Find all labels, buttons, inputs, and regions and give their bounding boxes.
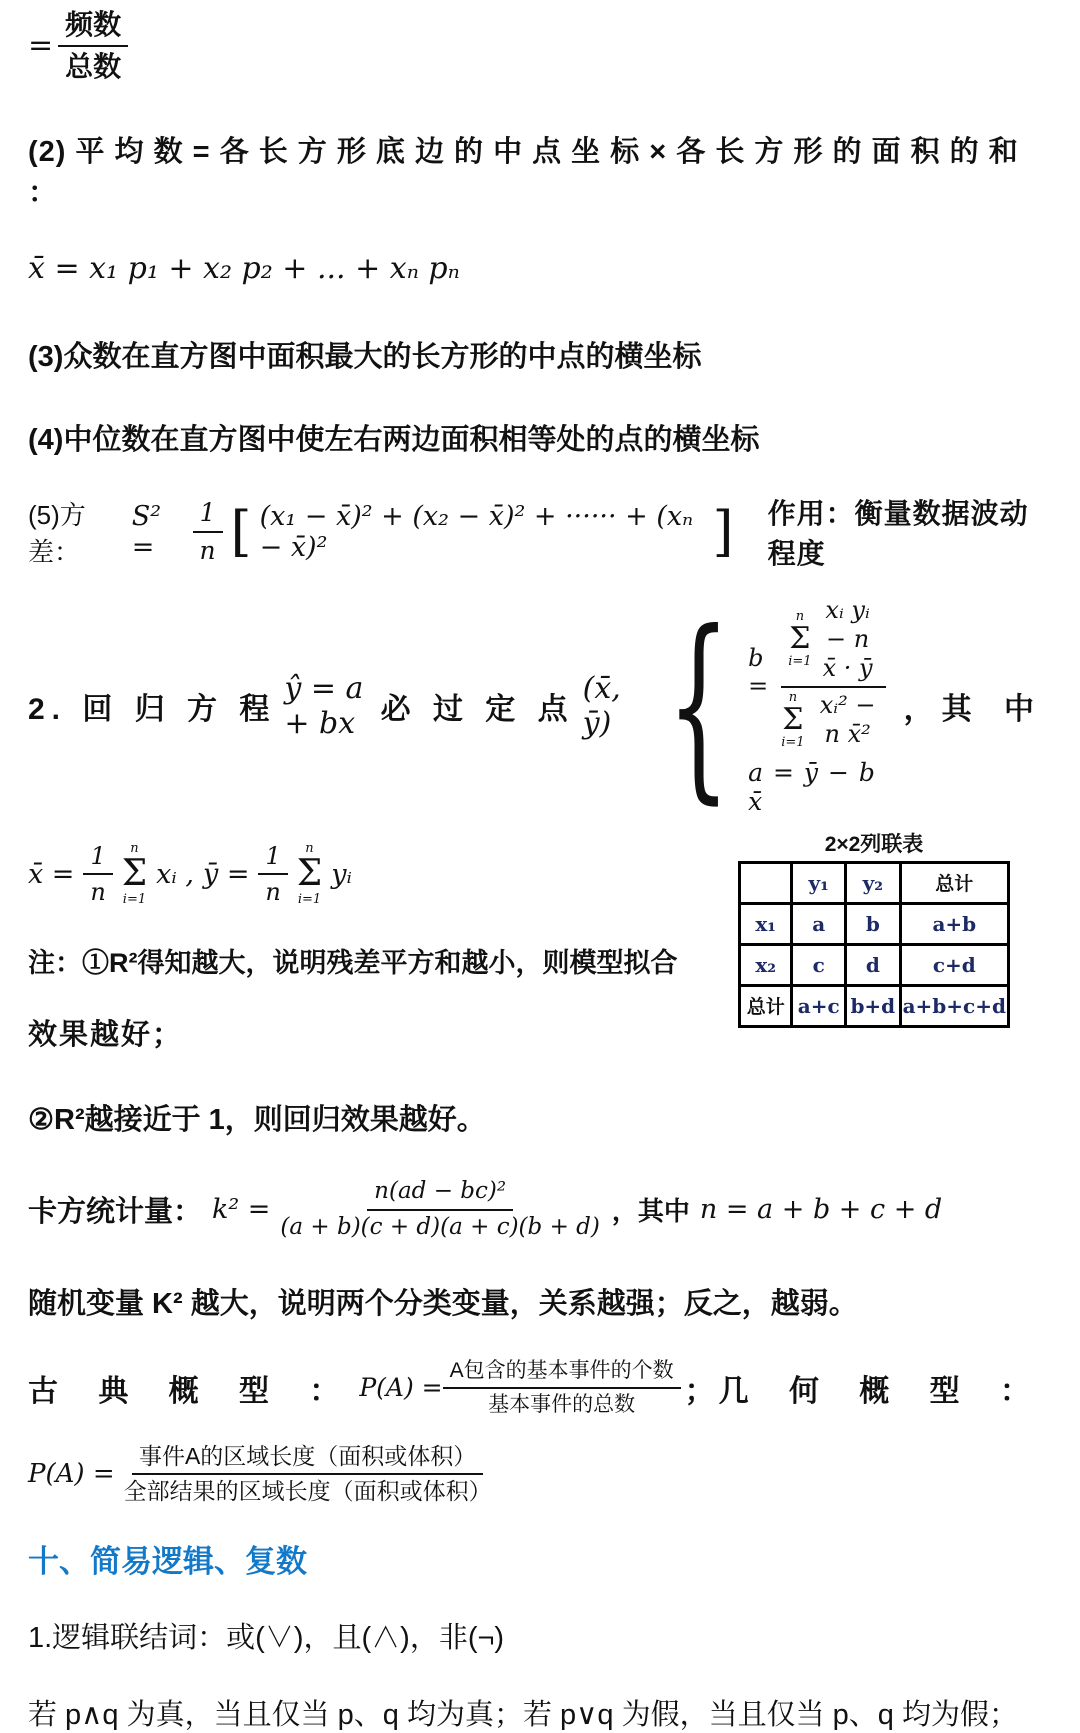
open-bracket: [	[230, 500, 252, 564]
contingency-table	[738, 861, 1010, 1028]
fraction-numerator: 事件A的区域长度（面积或体积）	[132, 1443, 483, 1476]
equals-sign: =	[28, 28, 54, 64]
table-row	[740, 944, 1009, 985]
ybar-lhs: ȳ =	[203, 858, 250, 890]
geometric-model-label: 几 何 概 型 ：	[718, 1374, 1046, 1408]
classical-fraction	[443, 1358, 681, 1416]
variance-one-over-n	[193, 498, 223, 566]
regression-fixed-point: (x̄, ȳ)	[582, 670, 621, 741]
semicolon-separator: ；	[684, 1374, 715, 1408]
regression-system	[748, 596, 885, 815]
line-median: (4)中位数在直方图中使左右两边面积相等处的点的横坐标	[28, 424, 760, 457]
pa-lhs: P(A) =	[28, 1459, 115, 1490]
sum-upper-limit: n	[130, 841, 139, 857]
xi-term: xᵢ ,	[156, 858, 194, 890]
table-cell: c	[792, 944, 846, 985]
note-r2-line2: 效果越好；	[28, 1019, 184, 1052]
table-cell: b	[846, 903, 901, 944]
variance-lhs: S² =	[131, 501, 162, 564]
fraction-denominator: n	[90, 878, 106, 907]
contingency-table-block	[738, 828, 1010, 1028]
xbar-lhs: x̄ =	[28, 858, 75, 890]
sum-lower-limit: i=1	[781, 734, 805, 750]
table-cell: 总计	[740, 985, 792, 1026]
close-bracket: ]	[712, 500, 734, 564]
a-coefficient-formula: a = ȳ − b x̄	[748, 757, 876, 816]
formula-weighted-mean: x̄ = x₁ p₁ + x₂ p₂ + ... + xₙ pₙ	[28, 251, 460, 287]
sum-lower-limit: i=1	[297, 892, 322, 908]
line-average-definition: (2) 平 均 数 = 各 长 方 形 底 边 的 中 点 坐 标 × 各 长 方 形 的 面 积 的 和 ：	[28, 136, 1019, 210]
sum-lower-limit: i=1	[122, 892, 147, 908]
b-fraction-denominator	[781, 688, 885, 749]
sum-lower-limit: i=1	[788, 654, 812, 670]
table-cell: y₁	[792, 862, 846, 903]
pa-lhs: P(A) =	[359, 1373, 443, 1403]
b-fraction-numerator	[781, 596, 885, 687]
one-over-n-fraction	[258, 842, 287, 908]
variance-body: (x₁ − x̄)² + (x₂ − x̄)² + ······ + (xₙ − x̄)²	[259, 501, 694, 564]
regression-text-mid: 必 过 定 点	[380, 692, 575, 726]
regression-text-post: 其 中	[941, 692, 1046, 726]
b-numerator-terms: xᵢ yᵢ − n x̄ · ȳ	[822, 596, 873, 682]
variance-purpose-note: 作用：衡量数据波动程度	[767, 498, 1029, 570]
fraction-numerator: 频数	[58, 8, 128, 47]
table-cell: y₂	[846, 862, 901, 903]
fraction-numerator: A包含的基本事件的个数	[443, 1358, 681, 1388]
sigma-icon: Σ	[789, 621, 811, 657]
where-text: ，其中	[611, 1196, 690, 1227]
classical-formula	[359, 1358, 680, 1416]
note-r2-line1: 注：①R²得知越大，说明残差平方和越小，则模型拟合	[28, 948, 678, 979]
sum-upper-limit: n	[305, 841, 314, 857]
n-sum-formula: n = a + b + c + d	[699, 1194, 943, 1226]
chi-square-label: 卡方统计量：	[28, 1196, 203, 1229]
system-brace: {	[666, 588, 731, 822]
fraction-denominator: 总数	[65, 50, 122, 82]
k-squared-note: 随机变量 K² 越大，说明两个分类变量，关系越强；反之，越弱。	[28, 1288, 858, 1321]
variance-label: (5)方差：	[28, 500, 86, 568]
table-cell: b+d	[846, 985, 901, 1026]
chi-square-fraction	[280, 1178, 599, 1241]
table-row	[740, 985, 1009, 1026]
geometric-formula-line	[28, 1443, 1046, 1506]
k-squared-lhs: k² =	[212, 1194, 271, 1226]
sum-symbol	[788, 610, 811, 668]
table-header-row	[740, 862, 1009, 903]
sigma-icon: Σ	[782, 701, 804, 737]
sum-upper-limit: n	[795, 609, 805, 625]
table-cell: a+b	[900, 903, 1008, 944]
b-fraction	[781, 596, 885, 748]
fraction-denominator: (a + b)(c + d)(a + c)(b + d)	[280, 1213, 600, 1240]
sum-symbol	[297, 842, 322, 906]
logic-truth-line: 若 p∧q 为真，当且仅当 p、q 均为真；若 p∨q 为假，当且仅当 p、q 均为假；	[28, 1698, 1018, 1731]
logic-connectives-line: 1.逻辑联结词：或(∨)，且(∧)，非(¬)	[28, 1621, 505, 1654]
note-r2-line3: ②R²越接近于 1，则回归效果越好。	[28, 1104, 486, 1137]
mean-definitions-line	[28, 842, 738, 908]
yi-term: yᵢ	[331, 858, 352, 890]
table-cell: a+b+c+d	[900, 985, 1008, 1026]
table-cell: x₁	[740, 903, 792, 944]
comma: ，	[903, 692, 934, 726]
fraction-denominator: 全部结果的区域长度（面积或体积）	[123, 1478, 492, 1505]
freq-total-fraction	[58, 8, 128, 83]
regression-equation: ŷ = a + bx	[284, 670, 364, 741]
regression-line	[28, 588, 1046, 822]
classical-geometric-line	[28, 1358, 1046, 1416]
table-cell: 总计	[900, 862, 1008, 903]
b-lhs: b =	[748, 644, 769, 701]
geometric-fraction	[124, 1443, 492, 1506]
frequency-fraction-line	[28, 8, 1046, 83]
table-title: 2×2列联表	[824, 832, 924, 856]
classical-model-label: 古 典 概 型 ：	[28, 1374, 356, 1408]
sum-upper-limit: n	[788, 689, 798, 705]
fraction-denominator: n	[199, 536, 216, 566]
line-mode: (3)众数在直方图中面积最大的长方形的中点的横坐标	[28, 341, 702, 374]
one-over-n-fraction	[83, 842, 112, 908]
regression-text-pre: 2. 回 归 方 程	[28, 692, 277, 726]
table-cell: a+c	[792, 985, 846, 1026]
b-denominator-terms: xᵢ² − n x̄²	[819, 690, 876, 748]
line-variance	[28, 492, 1046, 572]
table-cell: c+d	[900, 944, 1008, 985]
sigma-icon: Σ	[121, 853, 148, 895]
b-coefficient-row	[748, 596, 885, 748]
fraction-numerator: 1	[83, 842, 112, 876]
fraction-denominator: n	[265, 878, 281, 907]
table-cell: a	[792, 903, 846, 944]
fraction-numerator: 1	[258, 842, 287, 876]
sum-symbol	[781, 691, 804, 749]
fraction-numerator: 1	[193, 498, 223, 533]
chi-square-line	[28, 1178, 1046, 1241]
table-cell: d	[846, 944, 901, 985]
fraction-denominator: 基本事件的总数	[488, 1392, 636, 1416]
fraction-numerator: n(ad − bc)²	[367, 1178, 513, 1211]
sum-symbol	[122, 842, 147, 906]
table-cell: x₂	[740, 944, 792, 985]
table-cell	[740, 862, 792, 903]
section-heading: 十、简易逻辑、复数	[28, 1543, 307, 1579]
table-row	[740, 903, 1009, 944]
sigma-icon: Σ	[296, 853, 323, 895]
